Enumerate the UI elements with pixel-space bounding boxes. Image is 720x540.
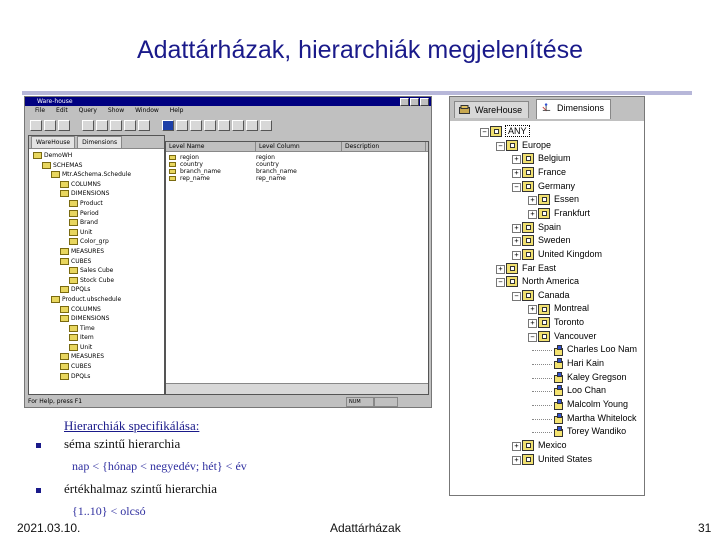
collapse-icon[interactable]: − bbox=[480, 128, 489, 137]
tree-node[interactable] bbox=[522, 234, 571, 247]
tree-node[interactable] bbox=[554, 357, 604, 370]
tree-node[interactable] bbox=[554, 412, 637, 425]
status-indicator: NUM bbox=[346, 397, 374, 407]
window-title: Ware-house bbox=[37, 98, 73, 105]
tree-item[interactable] bbox=[29, 305, 164, 315]
level-icon bbox=[169, 155, 176, 160]
tree-node-label: Sweden bbox=[538, 235, 571, 246]
tree-item[interactable] bbox=[29, 352, 164, 362]
folder-icon bbox=[60, 363, 69, 370]
tree-node-label: Belgium bbox=[538, 153, 571, 164]
collapse-icon[interactable]: − bbox=[512, 292, 521, 301]
folder-icon bbox=[522, 222, 534, 233]
folder-icon bbox=[60, 373, 69, 380]
warehouse-icon bbox=[459, 105, 470, 114]
tree-item[interactable] bbox=[29, 295, 164, 305]
tree-node-label: Europe bbox=[522, 139, 552, 150]
folder-icon bbox=[60, 353, 69, 360]
table-cell: region bbox=[256, 154, 275, 161]
bullet-1-sub: nap < {hónap < negyedév; hét} < év bbox=[72, 459, 247, 473]
expand-icon[interactable]: + bbox=[512, 224, 521, 233]
tree-node[interactable] bbox=[522, 166, 566, 179]
bullet-1-marker bbox=[36, 443, 41, 448]
expand-icon[interactable]: + bbox=[512, 155, 521, 164]
tree-item-label: Color_grp bbox=[80, 238, 109, 246]
folder-icon bbox=[538, 194, 550, 205]
close-icon[interactable] bbox=[420, 98, 429, 106]
folder-icon bbox=[522, 249, 534, 260]
tree-node-label: Charles Loo Nam bbox=[567, 344, 638, 355]
tree-item-label: Period bbox=[80, 209, 99, 217]
folder-icon bbox=[51, 296, 60, 303]
tree-node[interactable] bbox=[522, 152, 571, 165]
folder-icon bbox=[506, 276, 518, 287]
tree-node[interactable] bbox=[554, 371, 627, 384]
tree-node-label: Vancouver bbox=[554, 330, 597, 341]
folder-icon bbox=[538, 304, 550, 315]
tree-node[interactable] bbox=[538, 193, 579, 206]
status-bar bbox=[28, 397, 428, 406]
tree-item-label: DPQLs bbox=[71, 372, 91, 380]
list-icon[interactable] bbox=[190, 120, 202, 131]
expand-icon[interactable]: + bbox=[496, 265, 505, 274]
tree-node-label: Malcolm Young bbox=[567, 399, 629, 409]
tree-item-label: Unit bbox=[80, 343, 93, 351]
tree-item[interactable] bbox=[29, 266, 164, 276]
tree-item-label: Stock Cube bbox=[80, 276, 115, 284]
folder-icon bbox=[69, 238, 78, 245]
print-icon[interactable] bbox=[138, 120, 150, 131]
folder-icon bbox=[33, 152, 42, 159]
dimensions-icon bbox=[541, 103, 552, 112]
folder-icon bbox=[60, 248, 69, 255]
tree-connector bbox=[532, 391, 552, 392]
tree-item[interactable] bbox=[29, 362, 164, 372]
tree-item-label: DPQLs bbox=[71, 286, 91, 294]
tree-node-label: Spain bbox=[538, 221, 562, 232]
new-icon[interactable] bbox=[30, 120, 42, 131]
table-cell: rep_name bbox=[256, 175, 286, 182]
tree-item-label: COLUMNS bbox=[71, 305, 101, 313]
tree-item-label: Mtr.ASchema.Schedule bbox=[62, 171, 132, 179]
folder-icon bbox=[69, 277, 78, 284]
status-text: For Help, press F1 bbox=[28, 398, 83, 405]
properties-icon[interactable] bbox=[246, 120, 258, 131]
table-cell: region bbox=[180, 154, 199, 161]
table-row[interactable] bbox=[166, 168, 428, 175]
tree-item-label: Time bbox=[80, 324, 95, 332]
bullet-2-text: értékhalmaz szintű hierarchia bbox=[64, 481, 218, 496]
tree-node[interactable] bbox=[554, 425, 626, 438]
tree-item-label: Unit bbox=[80, 228, 93, 236]
tab-warehouse-label: WareHouse bbox=[475, 105, 523, 115]
open-icon[interactable] bbox=[44, 120, 56, 131]
tree-item[interactable] bbox=[29, 333, 164, 343]
window-titlebar bbox=[25, 97, 431, 106]
tab-dimensions[interactable]: Dimensions bbox=[77, 136, 122, 148]
tree-item[interactable] bbox=[29, 199, 164, 209]
expand-icon[interactable]: + bbox=[528, 319, 537, 328]
collapse-icon[interactable]: − bbox=[496, 142, 505, 151]
tree-connector bbox=[532, 378, 552, 379]
tree-node-label: Martha Whitelock bbox=[567, 412, 637, 423]
tree-item-label: Product bbox=[80, 199, 103, 207]
folder-icon bbox=[69, 334, 78, 341]
tree-node-label: Torey Wandiko bbox=[567, 426, 627, 437]
tree-item[interactable] bbox=[29, 237, 164, 247]
folder-icon bbox=[522, 235, 534, 246]
tree-node[interactable] bbox=[538, 302, 589, 315]
tab-dimensions-label: Dimensions bbox=[557, 103, 605, 113]
folder-icon bbox=[60, 286, 69, 293]
tree-node[interactable] bbox=[554, 384, 606, 397]
footer-date: 2021.03.10. bbox=[17, 521, 81, 535]
folder-icon bbox=[522, 181, 534, 192]
folder-icon bbox=[51, 171, 60, 178]
levels-list-pane bbox=[165, 141, 429, 395]
column-header-level-name[interactable]: Level Name bbox=[166, 142, 256, 151]
menu-item[interactable]: Show bbox=[107, 107, 125, 114]
tree-node-label: Essen bbox=[554, 194, 580, 205]
paste-icon[interactable] bbox=[110, 120, 122, 131]
tree-item-label: DIMENSIONS bbox=[71, 315, 110, 323]
tree-item[interactable] bbox=[29, 170, 164, 180]
details-icon[interactable] bbox=[204, 120, 216, 131]
grid-icon[interactable] bbox=[176, 120, 188, 131]
tools-icon[interactable] bbox=[232, 120, 244, 131]
tree-node[interactable] bbox=[522, 221, 561, 234]
folder-icon bbox=[60, 190, 69, 197]
help-icon[interactable] bbox=[260, 120, 272, 131]
tree-node[interactable] bbox=[522, 453, 592, 466]
tree-item[interactable] bbox=[29, 151, 164, 161]
tree-node[interactable] bbox=[506, 275, 579, 288]
member-icon bbox=[554, 414, 563, 423]
tree-node-label: Germany bbox=[538, 180, 576, 191]
expand-icon[interactable]: + bbox=[512, 251, 521, 260]
tree-item-label: Sales Cube bbox=[80, 267, 114, 275]
folder-icon bbox=[42, 162, 51, 169]
expand-icon[interactable]: + bbox=[528, 210, 537, 219]
tree-item-label: DemoWH bbox=[44, 152, 73, 159]
tree-node-label: Far East bbox=[522, 262, 557, 273]
slide-title: Adattárházak, hierarchiák megjelenítése bbox=[136, 36, 584, 64]
collapse-icon[interactable]: − bbox=[496, 278, 505, 287]
tree-node-label: North America bbox=[522, 276, 580, 287]
toolbar bbox=[25, 116, 431, 130]
table-cell: country bbox=[256, 161, 279, 168]
tree-node[interactable] bbox=[522, 180, 575, 193]
tree-node-label: Canada bbox=[538, 289, 570, 300]
expand-icon[interactable]: + bbox=[512, 169, 521, 178]
member-icon bbox=[554, 373, 563, 382]
tree-item[interactable] bbox=[29, 343, 164, 353]
tree-item-label: Item bbox=[80, 334, 94, 342]
level-icon bbox=[169, 176, 176, 181]
folder-icon bbox=[69, 267, 78, 274]
table-cell: branch_name bbox=[256, 168, 297, 175]
tree-node[interactable] bbox=[490, 125, 530, 138]
collapse-icon[interactable]: − bbox=[528, 333, 537, 342]
minimize-icon[interactable] bbox=[400, 98, 409, 106]
folder-icon bbox=[60, 306, 69, 313]
member-icon bbox=[554, 359, 563, 368]
bullet-1-text: séma szintű hierarchia bbox=[64, 436, 181, 451]
tree-item-label: COLUMNS bbox=[71, 180, 101, 188]
folder-icon bbox=[69, 210, 78, 217]
folder-icon bbox=[69, 200, 78, 207]
tree-connector bbox=[532, 419, 552, 420]
expand-icon[interactable]: + bbox=[512, 456, 521, 465]
status-panel bbox=[374, 397, 398, 407]
folder-icon bbox=[522, 290, 534, 301]
expand-icon[interactable]: + bbox=[528, 305, 537, 314]
menu-item[interactable]: File bbox=[35, 107, 46, 114]
expand-icon[interactable]: + bbox=[512, 237, 521, 246]
view-icon[interactable] bbox=[162, 120, 174, 131]
folder-icon bbox=[522, 167, 534, 178]
tree-node-label: Mexico bbox=[538, 439, 567, 450]
folder-icon bbox=[522, 440, 534, 451]
tree-connector bbox=[532, 364, 552, 365]
delete-icon[interactable] bbox=[124, 120, 136, 131]
tree-node-label: United Kingdom bbox=[538, 248, 603, 259]
tree-item-label: MEASURES bbox=[71, 353, 105, 361]
column-header-level-column[interactable]: Level Column bbox=[256, 142, 342, 151]
bullet-2-marker bbox=[36, 488, 41, 493]
tree-item-label: CUBES bbox=[71, 257, 92, 265]
tree-node[interactable] bbox=[538, 316, 584, 329]
cut-icon[interactable] bbox=[82, 120, 94, 131]
horizontal-scrollbar[interactable] bbox=[166, 383, 428, 394]
tree-node-label: Montreal bbox=[554, 303, 590, 314]
table-row[interactable] bbox=[166, 175, 428, 182]
tree-connector bbox=[532, 350, 552, 351]
tree-item[interactable] bbox=[29, 324, 164, 334]
menu-item[interactable]: Help bbox=[169, 107, 184, 114]
bullet-2-sub: {1..10} < olcsó bbox=[72, 504, 146, 518]
tree-item[interactable] bbox=[29, 161, 164, 171]
folder-icon bbox=[538, 317, 550, 328]
tree-item[interactable] bbox=[29, 228, 164, 238]
folder-icon bbox=[60, 315, 69, 322]
tab-warehouse[interactable] bbox=[454, 101, 529, 118]
tab-warehouse[interactable]: WareHouse bbox=[31, 136, 75, 148]
dimension-tree-window bbox=[449, 96, 645, 496]
title-underline bbox=[22, 91, 692, 95]
folder-icon bbox=[490, 126, 502, 137]
member-icon bbox=[554, 427, 563, 436]
folder-icon bbox=[69, 229, 78, 236]
folder-icon bbox=[522, 454, 534, 465]
tree-item[interactable] bbox=[29, 285, 164, 295]
tree-node[interactable] bbox=[522, 289, 570, 302]
tree-node-label: Toronto bbox=[554, 317, 585, 328]
maximize-icon[interactable] bbox=[410, 98, 419, 106]
filter-icon[interactable] bbox=[218, 120, 230, 131]
tree-node-label: Frankfurt bbox=[554, 207, 591, 218]
tree-item[interactable] bbox=[29, 314, 164, 324]
member-icon bbox=[554, 400, 563, 409]
folder-icon bbox=[538, 208, 550, 219]
warehouse-app-window bbox=[24, 96, 432, 408]
folder-icon bbox=[69, 344, 78, 351]
member-icon bbox=[554, 346, 563, 355]
tree-node[interactable] bbox=[538, 207, 590, 220]
tab-dimensions[interactable] bbox=[536, 99, 611, 119]
tree-item[interactable] bbox=[29, 276, 164, 286]
warehouse-tree-pane bbox=[28, 135, 165, 395]
tree-node[interactable] bbox=[506, 262, 556, 275]
tree-item-label: Product.ubschedule bbox=[62, 295, 122, 303]
spec-heading: Hierarchiák specifikálása: bbox=[64, 418, 200, 433]
tree-item[interactable] bbox=[29, 180, 164, 190]
tree-connector bbox=[532, 432, 552, 433]
folder-icon bbox=[538, 331, 550, 342]
tree-node-label: Loo Chan bbox=[567, 385, 607, 396]
page-number: 31 bbox=[698, 521, 712, 535]
table-row[interactable] bbox=[166, 154, 428, 161]
tree-item[interactable] bbox=[29, 247, 164, 257]
folder-icon bbox=[60, 181, 69, 188]
folder-icon bbox=[69, 219, 78, 226]
collapse-icon[interactable]: − bbox=[512, 183, 521, 192]
level-icon bbox=[169, 169, 176, 174]
tree-connector bbox=[532, 405, 552, 406]
copy-icon[interactable] bbox=[96, 120, 108, 131]
tree-item[interactable] bbox=[29, 209, 164, 219]
tree-node-label: Hari Kain bbox=[567, 358, 605, 369]
menu-item[interactable]: Edit bbox=[56, 107, 68, 114]
tree-item-label: CUBES bbox=[71, 363, 92, 371]
level-icon bbox=[169, 162, 176, 167]
tree-node[interactable] bbox=[538, 330, 596, 343]
tree-node[interactable] bbox=[522, 439, 567, 452]
folder-icon bbox=[506, 140, 518, 151]
tree-node-label: France bbox=[538, 166, 567, 177]
table-row[interactable] bbox=[166, 161, 428, 168]
folder-icon bbox=[69, 325, 78, 332]
tree-item-label: MEASURES bbox=[71, 247, 105, 255]
tree-node-label: United States bbox=[538, 453, 593, 464]
table-cell: branch_name bbox=[180, 168, 221, 175]
tree-item-label: Brand bbox=[80, 219, 98, 227]
expand-icon[interactable]: + bbox=[512, 442, 521, 451]
tree-item[interactable] bbox=[29, 189, 164, 199]
tree-item[interactable] bbox=[29, 257, 164, 267]
table-cell: country bbox=[180, 161, 203, 168]
table-cell: rep_name bbox=[180, 175, 210, 182]
tree-item[interactable] bbox=[29, 218, 164, 228]
menu-bar bbox=[25, 106, 431, 116]
tree-item-label: DIMENSIONS bbox=[71, 190, 110, 198]
tree-node-label: Kaley Gregson bbox=[567, 371, 627, 382]
member-icon bbox=[554, 386, 563, 395]
menu-item[interactable]: Window bbox=[135, 107, 159, 114]
tree-node[interactable] bbox=[554, 343, 637, 356]
tree-node[interactable] bbox=[554, 398, 628, 411]
column-header-description[interactable]: Description bbox=[342, 142, 426, 151]
folder-icon bbox=[506, 263, 518, 274]
tree-node-label: ANY bbox=[505, 125, 530, 137]
expand-icon[interactable]: + bbox=[528, 196, 537, 205]
folder-icon bbox=[60, 258, 69, 265]
folder-icon bbox=[522, 153, 534, 164]
footer-title: Adattárházak bbox=[330, 521, 401, 535]
tree-item-label: SCHEMAS bbox=[53, 161, 83, 169]
menu-item[interactable]: Query bbox=[78, 107, 97, 114]
tree-node[interactable] bbox=[506, 139, 551, 152]
tree-node[interactable] bbox=[522, 248, 602, 261]
save-icon[interactable] bbox=[58, 120, 70, 131]
tree-item[interactable] bbox=[29, 372, 164, 382]
